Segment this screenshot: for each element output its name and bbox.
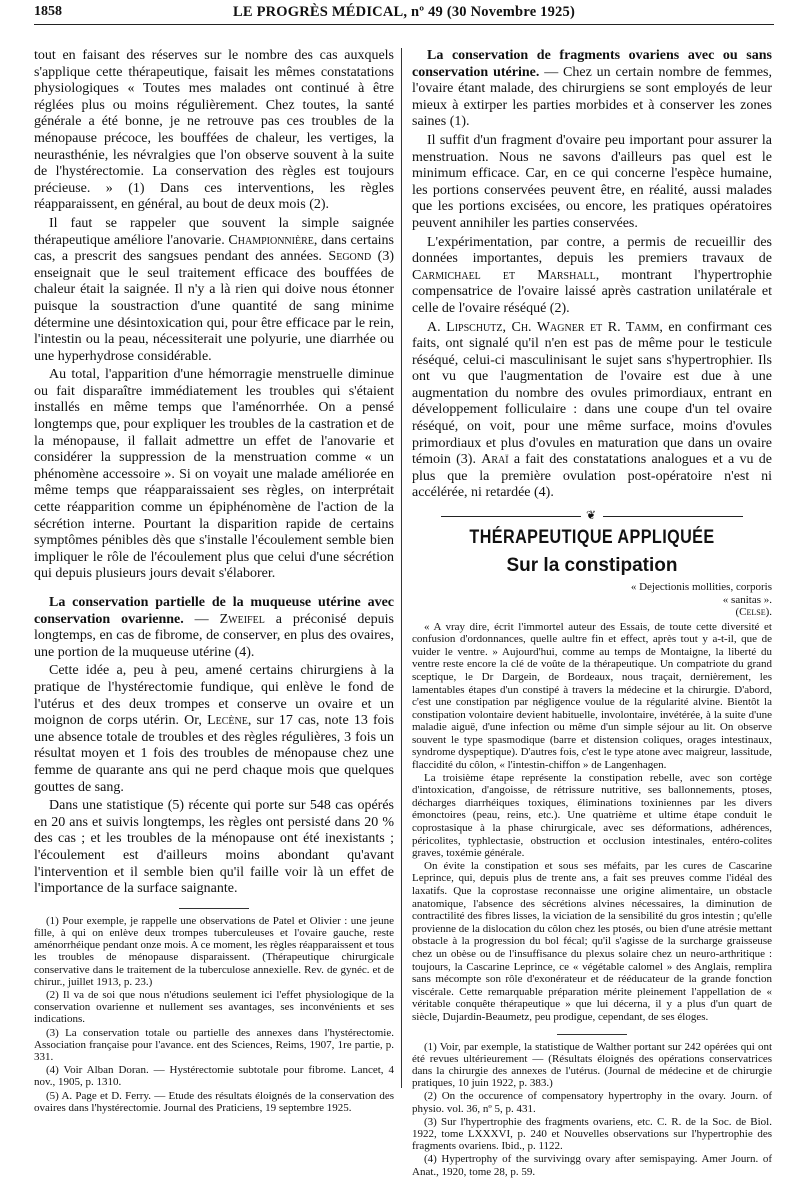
author-name: Lipschutz, Ch. Wagner et R. Tamm [446, 319, 660, 335]
paragraph: Au total, l'apparition d'une hémorragie menstruelle diminue ou fait disparaître immédiatement les troubles qui s'étaient installés en même temps que l'aménorrhée. On a pensé longtemps que, pour expliquer les troubles de la castration et de la ménopause, il fallait admettre un effet de l'anovarie et considérer la suppression de la menstruation comme « un phénomène accessoire ». Si on voyait une malade améliorée en même temps que réapparaissaient ses règles, on interprétait cette réapparition comme un épiphénomène de l'action de la sécrétion interne. Pourtant la disparition rapide de certains symptômes pénibles dès que s'installe l'écoulement semble bien impliquer le rôle de l'écoulement plus que celui d'une sécrétion qui depuis plusieurs jours devait s'élaborer. [34, 367, 394, 582]
footnote: (3) La conservation totale ou partielle des annexes dans l'hystérectomie. Association française pour l'avance. ent des Sciences, Reims, 1907, 1re partie, p. 331. [34, 1026, 394, 1063]
paragraph: L'expérimentation, par contre, a permis de recueillir des données importantes, depuis les premiers travaux de Carmichael et Marshall, montrant l'hypertrophie compensatrice de l'ovaire laissé après castration unilatérale et celle de l'ovaire réséqué (2). [412, 234, 772, 316]
section-heading: La conservation de fragments ovariens avec ou sans conservation utérine. [412, 48, 772, 80]
running-header [34, 2, 774, 22]
paragraph: La troisième étape représente la constipation rebelle, avec son cortège d'intoxication, d'angoisse, de rétrissure nutritive, ses ballonnements, ptoses, décharges diarrhéiques toxiques, éliminations toxiniennes par les divers émonctoires (peau, reins, etc.). Une quatrième et ultime étape conduit le coprostasique à la phase chirurgicale, avec ses déformations, adhérences, péricolites, typhlectasie, obstruction et occlusion intestinales, entéro-colites graves, toxémie générale. [412, 771, 772, 860]
article-title: Sur la constipation [506, 555, 678, 577]
left-column [34, 48, 394, 1115]
footnote: (1) Pour exemple, je rappelle une observations de Patel et Olivier : une jeune fille, à qui on enlève deux trompes tuberculeuses et l'ovaire gauche, reste aménorrhéique pendant onze mois. A ce moment, les règles réapparaissent et tous les troubles de ménopause disparaissent. (Thérapeutique chirurgicale conservative dans le traitement de la tuberculose annexielle. Rev. de gynéc. et de chirur., juillet 1913, p. 23.) [34, 914, 394, 988]
author-name: Carmichael et Marshall [412, 267, 596, 283]
paragraph: A. Lipschutz, Ch. Wagner et R. Tamm, en confirmant ces faits, ont signalé qu'il n'en est pas de même pour le testicule réséqué, celui-ci masculinisant le sujet sans s'hypertrophier. Ils ont vu que l'augmentation de l'ovaire est due à une augmentation du nombre des ovules primordiaux, entrant en développement folliculaire : dans une coupe d'un tel ovaire réséqué, on voit, pour une même surface, moins d'ovules primordiaux et plus d'ovules en maturation que dans un ovaire témoin (3). Araï a fait des constatations analogues et a vu de plus que la première ovulation post-opératoire n'est ni accélérée, ni retardée (4). [412, 319, 772, 501]
paragraph: Cette idée a, peu à peu, amené certains chirurgiens à la pratique de l'hystérectomie fundique, qui enlève le fond de l'utérus et des deux trompes et conserve un ovaire et un moignon de corps utérin. Or, Lecène, sur 17 cas, note 13 fois une absence totale de troubles et des règles régulières, 3 fois un résultat moyen et 1 fois des troubles de ménopause chez une femme de quarante ans qui ne perd chaque mois que quelques gouttes de sang. [34, 663, 395, 795]
footnote: (4) Hypertrophy of the survivingg ovary after semispaying. Amer Journ. of Anat., 1920, tome 28, p. 59. [412, 1153, 772, 1178]
footnote: (1) Voir, par exemple, la statistique de Walther portant sur 242 opérées qui ont été revues ultérieurement — (Résultats éloignés des opérations conservatrices dans la chirurgie des annexes de l'utérus. (Journal de médecine et de chirurgie pratiques, 10 juin 1922, p. 383.) [412, 1040, 772, 1090]
section-paragraph: La conservation partielle de la muqueuse utérine avec conservation ovarienne. — Zweifel a préconisé depuis longtemps, en cas de fibrome, de conserver, en plus des ovaires, une portion de la muqueuse utérine (4). [34, 595, 394, 660]
paragraph: On évite la constipation et sous ses méfaits, par les cures de Cascarine Leprince, qui, depuis plus de trente ans, a fait ses preuves comme l'idéal des laxatifs. Que la coprostase reconnaisse une origine alimentaire, un obstacle anatomique, l'absence des sécrétions alvines nécessaires, la diminution de contractilité des fibres lisses, la viciation de la sensibilité du gros intestin ; qu'elle provienne de la dislocation du côlon chez les ptosés, ou bien d'une atrésie mettant obstacle à la progression du bol fécal; qu'il s'agisse de la surcharge graisseuse chez un obèse ou de l'insuffisance du plexus solaire chez un neuro-arthritique : toujours, la Cascarine Leprince, ce « végétable calomel » des Anglais, remplira sans mécompte son rôle d'exonérateur et de rééducateur de la grande fonction viscérale. Cette remarquable préparation mérite pleinement l'appellation de « véritable conquête thérapeutique » que lui décerna, il y a plus d'un quart de siècle, Dujardin-Beaumetz, peu prodigue, cependant, de ses éloges. [412, 859, 772, 1023]
footnote: (2) Il va de soi que nous n'étudions seulement ici l'effet physiologique de la conservation ovarienne et nullement ses avantages, ses inconvénients et ses indications. [34, 988, 394, 1026]
author-name: Zweifel [219, 611, 265, 627]
header-rule [34, 24, 774, 25]
footnote: (3) Sur l'hypertrophie des fragments ovariens, etc. C. R. de la Soc. de Biol. 1922, tome LXXXVI, p. 240 et Nouvelles observations sur l'hypertrophie des fragments ovariens. Ibid., p. 1122. [412, 1115, 772, 1153]
footnote-rule [179, 908, 249, 909]
paragraph: Il faut se rappeler que souvent la simple saignée thérapeutique améliore l'anovarie. Championnière, dans certains cas, a prescrit des sangsues pendant des années. Segond (3) enseignait que le seul traitement efficace des bouffées de chaleur était la saignée. Il n'y a là rien qui doive nous étonner puisque la soustraction d'une quantité de sang minime détermine une désintoxication qui, pour être efficace par le rein, l'intestin ou la peau, nécessiterait une polyurie, une diarrhée ou une hyperhydrose considérable. [34, 215, 395, 364]
paragraph: Dans une statistique (5) récente qui porte sur 548 cas opérés en 20 ans et suivis longtemps, les règles ont persisté dans 20 % des cas ; et les troubles de la ménopause ont été inexistants ; l'écoulement est d'ailleurs moins abondant qu'avant l'intervention et il semble bien qu'il faille voir là un effet de l'importance de la surface saignante. [34, 798, 394, 897]
epigraph: « Dejectionis mollities, corporis « sanitas ». (Celse). [412, 581, 772, 619]
right-column [412, 48, 772, 1179]
author-name: Araï [481, 452, 509, 468]
column-divider [401, 48, 402, 1088]
paragraph: « A vray dire, écrit l'immortel auteur des Essais, de toute cette diversité et confusion d'ordonnances, quelle aultre fin et effect, après tout y a-t-il, que de vuider le ventre. » Aujourd'hui, comme au temps de Montaigne, la liberté du ventre reste encore la clé de voûte de la thérapeutique. Un compatriote du grand sceptique, le Dr Dargein, de Bordeaux, nous traçait, dernièrement, les lamentables étapes d'un constipé à travers la médecine et la chirurgie. D'abord, c'est une constipation par négligence voulue de la régularité alvine. Bientôt la constipation volontaire devient habituelle, involontaire, invétérée, à la suite d'une maladie aiguë, d'une infection ou même d'un simple séjour au lit. On observe souvent le type spasmodique (barre et distension coliques, orages intestinaux, syndrome dyspeptique). D'autres fois, c'est le type atone avec maigreur, lassitude, flaccidité du côlon, « l'intestin-chiffon » de Langenhagen. [412, 620, 772, 772]
author-name: Championnière [228, 232, 314, 248]
journal-title: LE PROGRÈS MÉDICAL, nº 49 (30 Novembre 1925) [233, 4, 575, 20]
epigraph-source: (Celse). [735, 606, 772, 619]
paragraph: tout en faisant des réserves sur le nombre des cas auxquels s'applique cette thérapeutique, faisait les mêmes constatations physiologiques « Toutes mes malades ont continué à être réglées plus ou moins régulièrement. Chez toutes, la santé générale a été bonne, je ne retrouve pas ces troubles de la ménopause précoce, les bouffées de chaleur, les vertiges, la neurasthénie, les névralgies que l'on observe souvent à la suite de l'hystérectomie. La conservation des règles est toujours précieuse. » (1) Dans ces interventions, les règles réapparaissent, en général, au bout de deux mois (2). [34, 48, 394, 213]
page-number: 1858 [34, 4, 62, 19]
footnote: (4) Voir Alban Doran. — Hystérectomie subtotale pour fibrome. Lancet, 4 nov., 1905, p. 1310. [34, 1064, 394, 1089]
section-heading: La conservation partielle de la muqueuse utérine avec conservation ovarienne. [34, 595, 394, 627]
footnote: (5) A. Page et D. Ferry. — Etude des résultats éloignés de la conservation des ovaires dans l'hystérectomie. Journal des Praticiens, 19 septembre 1925. [34, 1089, 394, 1114]
section-paragraph: La conservation de fragments ovariens avec ou sans conservation utérine. — Chez un certain nombre de femmes, l'ovaire étant malade, des chirurgiens se sont employés de leur mieux à extirper les parties morbides et à conserver les zones saines (1). [412, 48, 772, 130]
author-name: Segond [328, 249, 372, 265]
footnote: (2) On the occurence of compensatory hypertrophy in the ovary. Journ. of physio. vol. 36, nº 5, p. 431. [412, 1090, 772, 1115]
section-title: THÉRAPEUTIQUE APPLIQUÉE [469, 527, 715, 549]
paragraph: Il suffit d'un fragment d'ovaire peu important pour assurer la menstruation. Nous ne savons d'ailleurs pas quel est le minimum efficace. Car, en ce qui concerne l'espèce humaine, les portions conservées peuvent être, en réalité, aussi malades que les portions excisées, ou encore, les pratiques opératoires peuvent annihiler les parties conservées. [412, 132, 772, 231]
section-ornament: ❦ [412, 508, 772, 523]
author-name: Lecène [207, 713, 248, 729]
footnote-rule [557, 1034, 627, 1035]
